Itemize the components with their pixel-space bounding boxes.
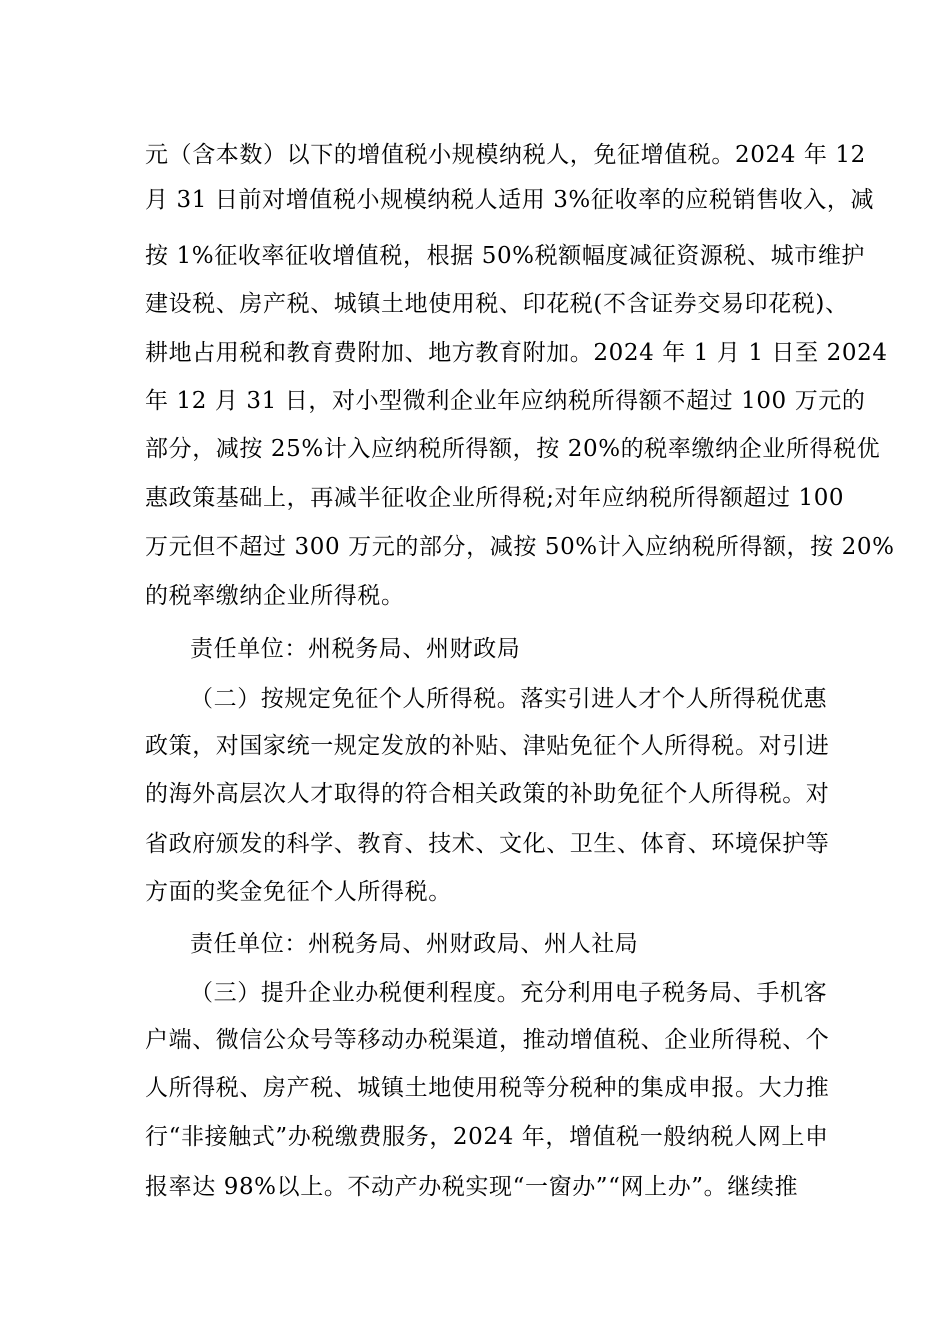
paragraph-line: 政策，对国家统一规定发放的补贴、津贴免征个人所得税。对引进 [145, 733, 830, 759]
paragraph-line: 的税率缴纳企业所得税。 [145, 583, 405, 609]
paragraph-line: 报率达 98%以上。不动产办税实现“一窗办”“网上办”。继续推 [145, 1174, 799, 1200]
paragraph-line: 元（含本数）以下的增值税小规模纳税人，免征增值税。2024 年 12 [145, 142, 866, 168]
paragraph-line: 省政府颁发的科学、教育、技术、文化、卫生、体育、环境保护等 [145, 831, 830, 857]
section-heading-line: （三）提升企业办税便利程度。充分利用电子税务局、手机客 [190, 980, 828, 1006]
paragraph-line: 的海外高层次人才取得的符合相关政策的补助免征个人所得税。对 [145, 781, 830, 807]
responsible-unit-line: 责任单位：州税务局、州财政局、州人社局 [190, 931, 639, 957]
paragraph-line: 按 1%征收率征收增值税，根据 50%税额幅度减征资源税、城市维护 [145, 243, 866, 269]
paragraph-line: 部分，减按 25%计入应纳税所得额，按 20%的税率缴纳企业所得税优 [145, 436, 881, 462]
paragraph-line: 人所得税、房产税、城镇土地使用税等分税种的集成申报。大力推 [145, 1075, 830, 1101]
responsible-unit-line: 责任单位：州税务局、州财政局 [190, 636, 521, 662]
paragraph-line: 年 12 月 31 日，对小型微利企业年应纳税所得额不超过 100 万元的 [145, 388, 866, 414]
paragraph-line: 方面的奖金免征个人所得税。 [145, 879, 452, 905]
paragraph-line: 万元但不超过 300 万元的部分，减按 50%计入应纳税所得额，按 20% [145, 534, 895, 560]
paragraph-line: 惠政策基础上，再减半征收企业所得税;对年应纳税所得额超过 100 [145, 485, 845, 511]
section-heading-line: （二）按规定免征个人所得税。落实引进人才个人所得税优惠 [190, 686, 828, 712]
paragraph-line: 户端、微信公众号等移动办税渠道，推动增值税、企业所得税、个 [145, 1027, 830, 1053]
paragraph-line: 建设税、房产税、城镇土地使用税、印花税(不含证券交易印花税)、 [145, 291, 849, 317]
paragraph-line: 耕地占用税和教育费附加、地方教育附加。2024 年 1 月 1 日至 2024 [145, 340, 888, 366]
paragraph-line: 月 31 日前对增值税小规模纳税人适用 3%征收率的应税销售收入，减 [145, 187, 875, 213]
paragraph-line: 行“非接触式”办税缴费服务，2024 年，增值税一般纳税人网上申 [145, 1124, 829, 1150]
